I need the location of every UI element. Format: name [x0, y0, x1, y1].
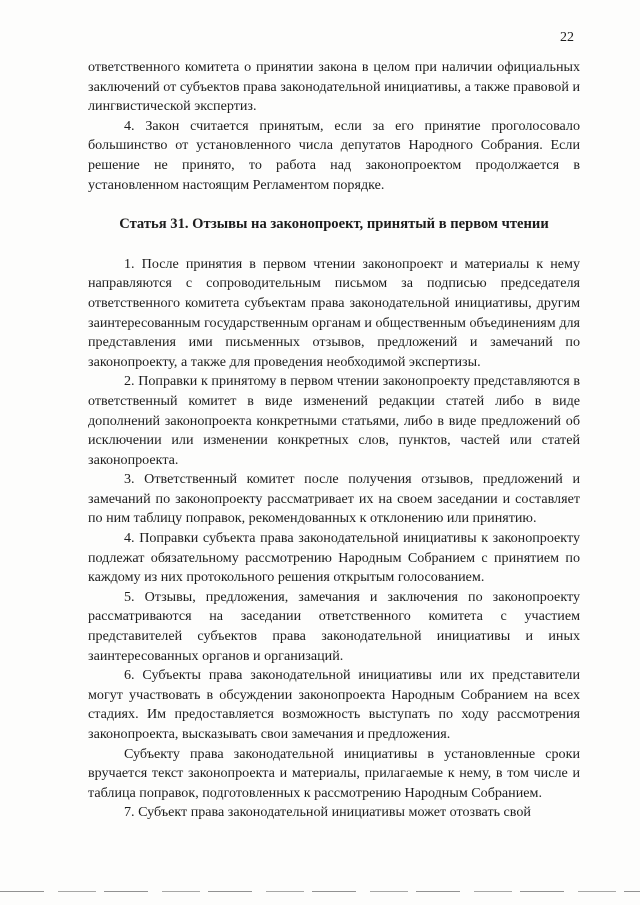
page-number: 22: [560, 30, 574, 45]
paragraph: 4. Закон считается принятым, если за его принятие проголосовало большинство от установленного числа депутатов Народного Собрания. Если решение не принято, то работа над законопроектом продолжается в установленном настоящим Регламентом порядке.: [88, 117, 580, 193]
paragraph: 6. Субъекты права законодательной инициативы или их представители могут участвовать в обсуждении законопроекта Народным Собранием на всех стадиях. Им предоставляется возможность выступать по ходу рассмотрения законопроекта, высказывать свои замечания и предложения.: [88, 667, 580, 742]
paragraph: 1. После принятия в первом чтении законопроект и материалы к нему направляются с сопроводительным письмом за подписью председателя ответственного комитета субъектам права законодательной инициативы, другим заинтересованным государственным органам и общественным объединениям для представления ими письменных отзывов, предложений и замечаний по законопроекту, а также для проведения необходимой экспертизы.: [88, 255, 580, 370]
paragraph: 2. Поправки к принятому в первом чтении законопроекту представляются в ответственный комитет в виде изменений редакции статей либо в виде дополнений законопроекта конкретными статьями, либо в виде предложений об исключении или изменении конкретных слов, пунктов, частей или статей законопроекта.: [88, 373, 580, 468]
document-body: [88, 58, 580, 823]
article-heading: Статья 31. Отзывы на законопроект, принятый в первом чтении: [119, 216, 549, 233]
paragraph: ответственного комитета о принятии закона в целом при наличии официальных заключений от субъектов права законодательной инициативы, а также правовой и лингвистической экспертиз.: [88, 59, 580, 115]
scan-edge-line: [0, 891, 640, 892]
paragraph: 4. Поправки субъекта права законодательной инициативы к законопроекту подлежат обязательному рассмотрению Народным Собранием с принятием по каждому из них протокольного решения открытым голосованием.: [88, 530, 580, 586]
paragraph: 3. Ответственный комитет после получения отзывов, предложений и замечаний по законопроекту рассматривает их на своем заседании и составляет по ним таблицу поправок, рекомендованных к отклонению или принятию.: [88, 471, 580, 527]
paragraph: Субъекту права законодательной инициативы в установленные сроки вручается текст законопроекта и материалы, прилагаемые к нему, в том числе и таблица поправок, подготовленных к рассмотрению Народным Собранием.: [88, 745, 580, 801]
paragraph: 5. Отзывы, предложения, замечания и заключения по законопроекту рассматриваются на заседании ответственного комитета с участием представителей субъектов права законодательной инициативы и иных заинтересованных органов и организаций.: [88, 588, 580, 664]
paragraph: 7. Субъект права законодательной инициативы может отозвать свой: [124, 804, 531, 821]
